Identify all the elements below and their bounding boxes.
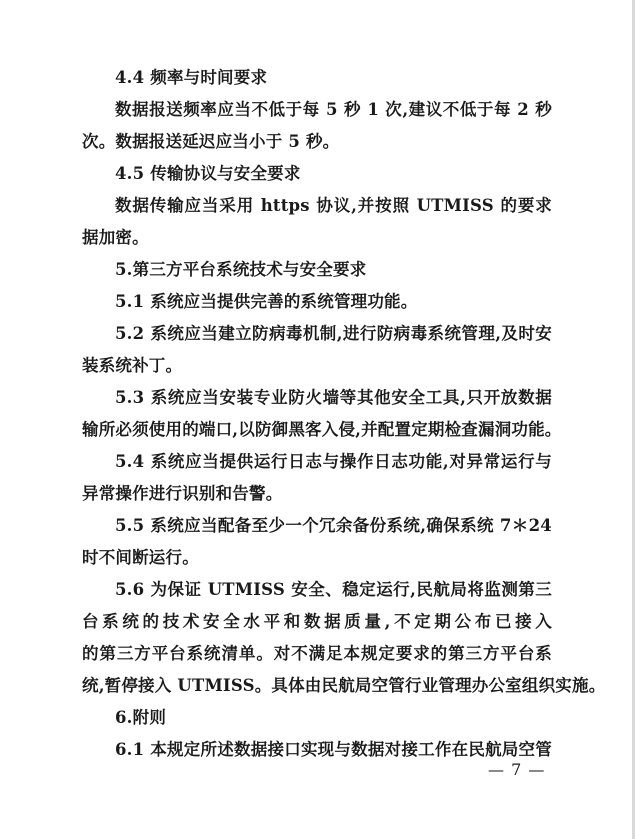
paragraph-line: 6.1 本规定所述数据接口实现与数据对接工作在民航局空管 — [115, 740, 552, 759]
paragraph-line: 数据传输应当采用 https 协议,并按照 UTMISS 的要求 — [115, 196, 552, 215]
paragraph-line: 台系统的技术安全水平和数据质量,不定期公布已接入 — [82, 612, 552, 631]
document-body — [82, 62, 606, 766]
section-heading-5: 5.第三方平台系统技术与安全要求 — [115, 260, 367, 279]
page-number: — 7 — — [488, 760, 546, 779]
section-heading-4-5: 4.5 传输协议与安全要求 — [115, 164, 301, 183]
paragraph-line: 的第三方平台系统清单。对不满足本规定要求的第三方平台系 — [82, 644, 552, 663]
paragraph-line: 次。数据报送延迟应当小于 5 秒。 — [82, 132, 340, 151]
section-heading-4-4: 4.4 频率与时间要求 — [115, 68, 268, 87]
paragraph-line: 异常操作进行识别和告警。 — [82, 484, 283, 503]
paragraph-line: 装系统补丁。 — [82, 356, 183, 375]
paragraph-line: 输所必须使用的端口,以防御黑客入侵,并配置定期检查漏洞功能。 — [82, 420, 562, 439]
paragraph-line: 5.3 系统应当安装专业防火墙等其他安全工具,只开放数据 — [115, 388, 552, 407]
paragraph-line: 统,暂停接入 UTMISS。具体由民航局空管行业管理办公室组织实施。 — [82, 676, 606, 695]
section-heading-6: 6.附则 — [115, 708, 167, 727]
paragraph-line: 时不间断运行。 — [82, 548, 199, 567]
paragraph-line: 据加密。 — [82, 228, 149, 247]
paragraph-line: 5.1 系统应当提供完善的系统管理功能。 — [115, 292, 418, 311]
paragraph-line: 5.6 为保证 UTMISS 安全、稳定运行,民航局将监测第三 — [115, 580, 552, 599]
paragraph-line: 5.2 系统应当建立防病毒机制,进行防病毒系统管理,及时安 — [115, 324, 552, 343]
paragraph-line: 5.5 系统应当配备至少一个冗余备份系统,确保系统 7＊24 — [115, 516, 552, 535]
paragraph-line: 5.4 系统应当提供运行日志与操作日志功能,对异常运行与 — [115, 452, 552, 471]
paragraph-line: 数据报送频率应当不低于每 5 秒 1 次,建议不低于每 2 秒 — [115, 100, 552, 119]
